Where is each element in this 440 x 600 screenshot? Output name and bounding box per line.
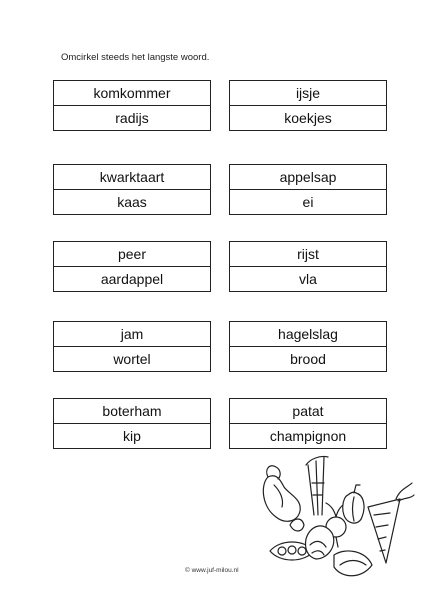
word-option-top[interactable]: boterham (102, 403, 162, 419)
word-pair-10 (229, 398, 387, 449)
word-option-bottom[interactable]: kaas (54, 189, 210, 214)
word-option-bottom[interactable]: wortel (54, 346, 210, 371)
word-option-bottom[interactable]: vla (230, 266, 386, 291)
word-option-bottom[interactable]: radijs (54, 105, 210, 130)
word-option-top[interactable]: komkommer (93, 85, 171, 101)
word-option-top[interactable]: kwarktaart (99, 169, 165, 185)
word-option-top[interactable]: hagelslag (278, 326, 338, 342)
word-pair-7 (53, 321, 211, 372)
word-pair-6 (229, 241, 387, 292)
word-pair-8 (229, 321, 387, 372)
instruction-text: Omcirkel steeds het langste woord. (61, 52, 210, 63)
word-option-bottom[interactable]: koekjes (230, 105, 386, 130)
word-option-top[interactable]: patat (292, 403, 324, 419)
word-pair-5 (53, 241, 211, 292)
word-option-top[interactable]: ijsje (295, 85, 321, 101)
word-pair-1 (53, 80, 211, 131)
word-pair-9 (53, 398, 211, 449)
word-option-top[interactable]: peer (117, 246, 147, 262)
word-option-top[interactable]: rijst (297, 246, 319, 262)
word-option-bottom[interactable]: champignon (230, 423, 386, 448)
footer-credit: © www.juf-milou.nl (185, 567, 239, 574)
word-pair-2 (229, 80, 387, 131)
vegetables-illustration (250, 455, 415, 585)
word-option-bottom[interactable]: brood (230, 346, 386, 371)
word-option-top[interactable]: appelsap (279, 169, 337, 185)
word-pair-4 (229, 164, 387, 215)
word-option-bottom[interactable]: ei (230, 189, 386, 214)
word-pair-3 (53, 164, 211, 215)
word-option-top[interactable]: jam (120, 326, 144, 342)
word-option-bottom[interactable]: kip (54, 423, 210, 448)
word-option-bottom[interactable]: aardappel (54, 266, 210, 291)
